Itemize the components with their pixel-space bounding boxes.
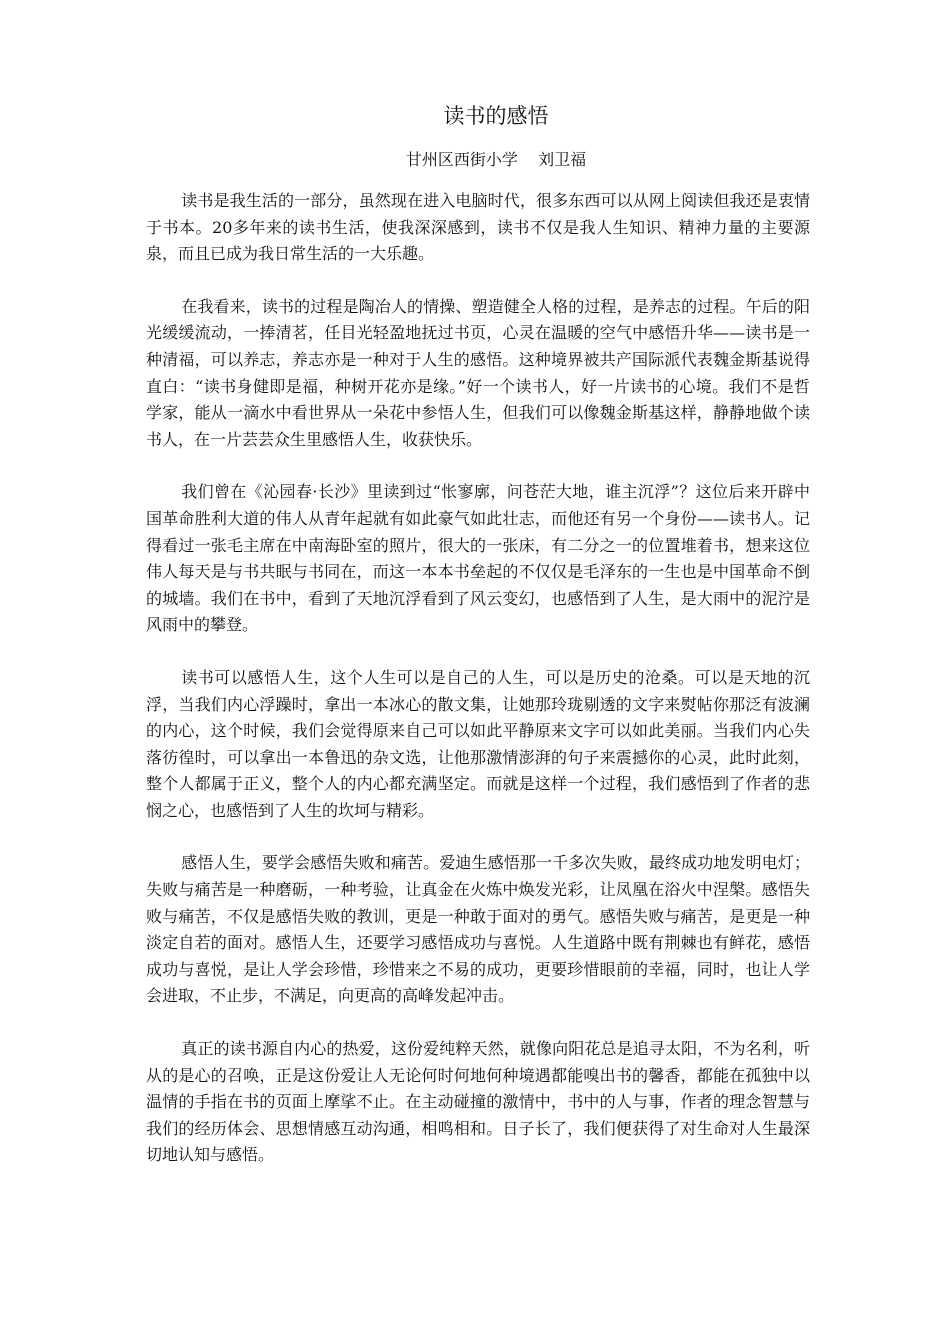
paragraph-5: 感悟人生，要学会感悟失败和痛苦。爱迪生感悟那一千多次失败，最终成功地发明电灯；失败与痛苦是一种磨砺，一种考验，让真金在火炼中焕发光彩，让凤凰在浴火中涅槃。感悟失败与痛苦，不仅是感悟失败的教训，更是一种敢于面对的勇气。感悟失败与痛苦，是更是一种淡定自若的面对。感悟人生，还要学习感悟成功与喜悦。人生道路中既有荆棘也有鲜花，感悟成功与喜悦，是让人学会珍惜，珍惜来之不易的成功，更要珍惜眼前的幸福，同时，也让人学会进取，不止步，不满足，向更高的高峰发起冲击。 bbox=[146, 853, 810, 1006]
document-page bbox=[146, 96, 810, 1195]
paragraph-6: 真正的读书源自内心的热爱，这份爱纯粹天然，就像向阳花总是追寻太阳，不为名利，听从的是心的召唤，正是这份爱让人无论何时何地何种境遇都能嗅出书的馨香，都能在孤独中以温情的手指在书的页面上摩挲不止。在主动碰撞的激情中，书中的人与事，作者的理念智慧与我们的经历体会、思想情感互动沟通，相鸣相和。日子长了，我们便获得了对生命对人生最深切地认知与感悟。 bbox=[146, 1039, 810, 1165]
paragraph-2: 在我看来，读书的过程是陶冶人的情操、塑造健全人格的过程，是养志的过程。午后的阳光缓缓流动，一捧清茗，任目光轻盈地抚过书页，心灵在温暖的空气中感悟升华——读书是一种清福，可以养志，养志亦是一种对于人生的感悟。这种境界被共产国际派代表魏金斯基说得直白：“读书身健即是福，种树开花亦是缘。”好一个读书人，好一片读书的心境。我们不是哲学家，能从一滴水中看世界从一朵花中参悟人生，但我们可以像魏金斯基这样，静静地做个读书人，在一片芸芸众生里感悟人生，收获快乐。 bbox=[146, 296, 810, 449]
document-title: 读书的感悟 bbox=[443, 104, 549, 128]
paragraph-1: 读书是我生活的一部分，虽然现在进入电脑时代，很多东西可以从网上阅读但我还是衷情于书本。20多年来的读书生活，使我深深感到，读书不仅是我人生知识、精神力量的主要源泉，而且已成为我日常生活的一大乐趣。 bbox=[146, 191, 810, 264]
paragraph-3: 我们曾在《沁园春·长沙》里读到过“怅寥廓，问苍茫大地，谁主沉浮”？这位后来开辟中国革命胜利大道的伟人从青年起就有如此豪气如此壮志，而他还有另一个身份——读书人。记得看过一张毛主席在中南海卧室的照片，很大的一张床，有二分之一的位置堆着书，想来这位伟人每天是与书共眠与书同在，而这一本本书垒起的不仅仅是毛泽东的一生也是中国革命不倒的城墙。我们在书中，看到了天地沉浮看到了风云变幻，也感悟到了人生，是大雨中的泥泞是风雨中的攀登。 bbox=[146, 482, 810, 635]
paragraph-4: 读书可以感悟人生，这个人生可以是自己的人生，可以是历史的沧桑。可以是天地的沉浮，当我们内心浮躁时，拿出一本冰心的散文集，让她那玲珑剔透的文字来熨帖你那泛有波澜的内心，这个时候，我们会觉得原来自己可以如此平静原来文字可以如此美丽。当我们内心失落彷徨时，可以拿出一本鲁迅的杂文选，让他那激情澎湃的句子来震撼你的心灵，此时此刻，整个人都属于正义，整个人的内心都充满坚定。而就是这样一个过程，我们感悟到了作者的悲悯之心，也感悟到了人生的坎坷与精彩。 bbox=[146, 667, 810, 820]
document-author: 甘州区西街小学 刘卫福 bbox=[405, 150, 587, 169]
